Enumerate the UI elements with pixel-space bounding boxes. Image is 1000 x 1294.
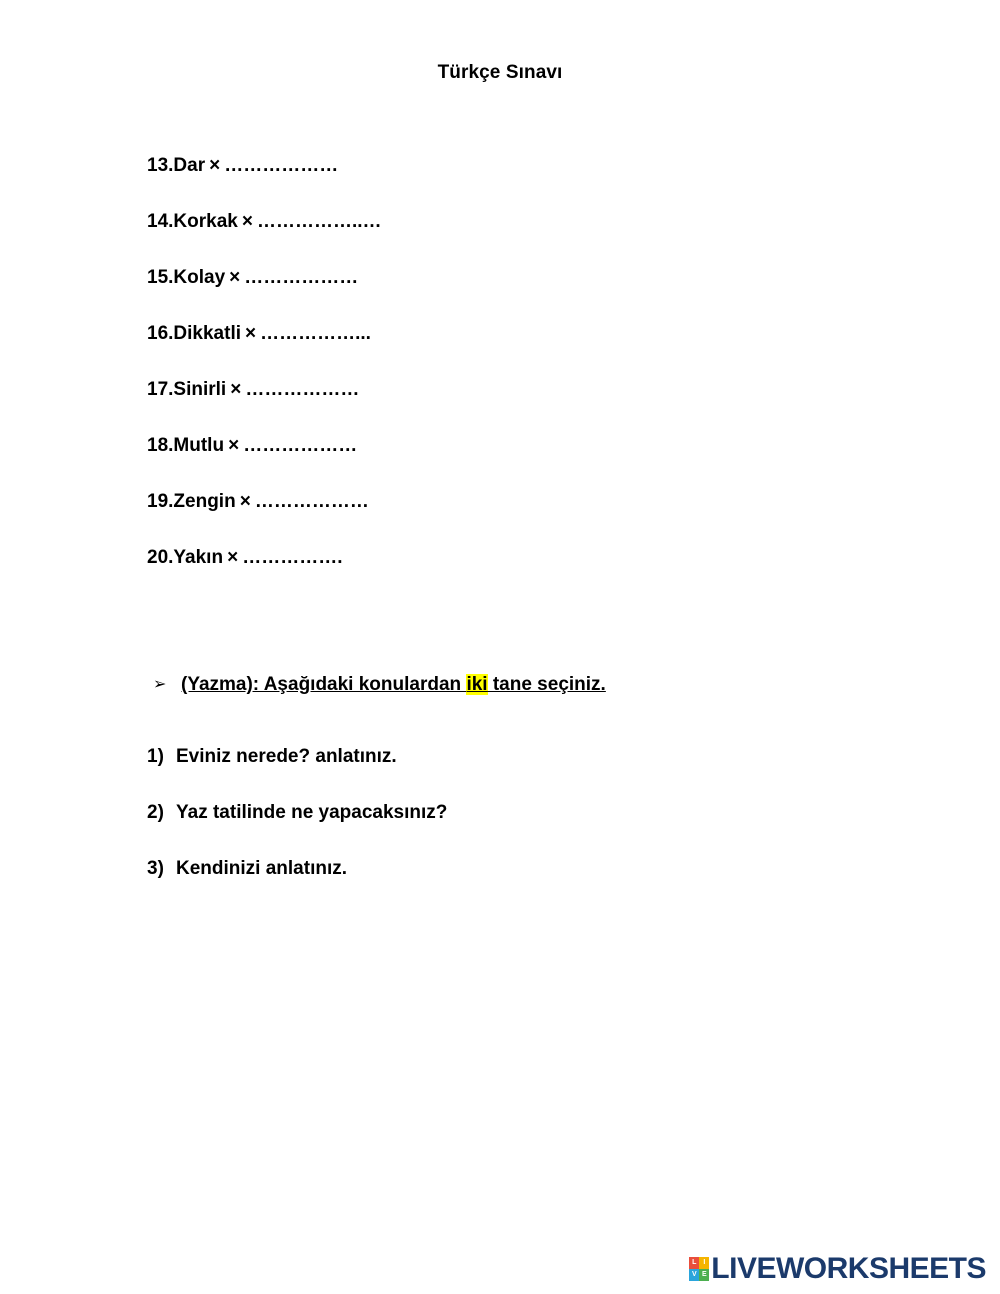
logo-letter-l: L	[689, 1257, 699, 1269]
page-title: Türkçe Sınavı	[437, 62, 563, 83]
item-number: 17.	[147, 379, 174, 400]
highlighted-word: iki	[466, 674, 488, 695]
item-word: Yakın	[173, 547, 224, 568]
opposite-sign: ×	[229, 267, 241, 288]
opposite-sign: ×	[230, 379, 242, 400]
antonym-item-15	[147, 266, 382, 322]
opposite-sign: ×	[209, 155, 221, 176]
item-number: 13.	[147, 155, 174, 176]
logo-letter-v: V	[689, 1269, 699, 1281]
logo-letter-e: E	[699, 1269, 709, 1281]
topic-text: Kendinizi anlatınız.	[176, 858, 348, 879]
answer-blank[interactable]: …………….	[242, 547, 343, 568]
topic-number: 1)	[147, 746, 164, 767]
instruction-text-after: tane seçiniz.	[487, 674, 606, 695]
liveworksheets-brand	[689, 1252, 986, 1286]
antonym-item-18	[147, 434, 382, 490]
writing-instruction	[153, 673, 606, 697]
topic-item-3	[147, 857, 447, 913]
item-word: Sinirli	[173, 379, 227, 400]
item-word: Korkak	[173, 211, 238, 232]
answer-blank[interactable]: ……………..…	[256, 211, 382, 232]
answer-blank[interactable]: ………………	[243, 435, 358, 456]
opposite-sign: ×	[241, 211, 253, 232]
item-word: Mutlu	[173, 435, 225, 456]
logo-letter-i: I	[699, 1257, 709, 1269]
answer-blank[interactable]: ………………	[254, 491, 369, 512]
item-number: 15.	[147, 267, 174, 288]
instruction-text	[181, 673, 606, 697]
answer-blank[interactable]: ………………	[245, 379, 360, 400]
item-word: Dar	[173, 155, 206, 176]
instruction-text-before: (Yazma): Aşağıdaki konulardan	[181, 674, 467, 695]
item-number: 14.	[147, 211, 174, 232]
arrow-bullet-icon: ➢	[153, 676, 167, 693]
brand-name: LIVEWORKSHEETS	[711, 1252, 986, 1285]
opposite-sign: ×	[239, 491, 251, 512]
antonym-item-19	[147, 490, 382, 546]
topic-number: 3)	[147, 858, 164, 879]
item-word: Dikkatli	[173, 323, 242, 344]
opposite-sign: ×	[245, 323, 257, 344]
topic-number: 2)	[147, 802, 164, 823]
item-word: Zengin	[173, 491, 236, 512]
topic-item-2	[147, 801, 447, 857]
antonym-item-17	[147, 378, 382, 434]
answer-blank[interactable]: ………………	[244, 267, 359, 288]
item-number: 16.	[147, 323, 174, 344]
item-number: 19.	[147, 491, 174, 512]
answer-blank[interactable]: ……………...	[260, 323, 371, 344]
item-word: Kolay	[173, 267, 226, 288]
item-number: 18.	[147, 435, 174, 456]
liveworksheets-logo-icon	[689, 1257, 709, 1281]
answer-blank[interactable]: ………………	[224, 155, 339, 176]
antonym-item-16	[147, 322, 382, 378]
antonym-list	[147, 154, 382, 602]
antonym-item-13	[147, 154, 382, 210]
topic-text: Eviniz nerede? anlatınız.	[176, 746, 397, 767]
opposite-sign: ×	[227, 547, 239, 568]
antonym-item-20	[147, 546, 382, 602]
item-number: 20.	[147, 547, 174, 568]
topic-item-1	[147, 745, 447, 801]
antonym-item-14	[147, 210, 382, 266]
topic-list	[147, 745, 447, 913]
topic-text: Yaz tatilinde ne yapacaksınız?	[176, 802, 448, 823]
opposite-sign: ×	[228, 435, 240, 456]
